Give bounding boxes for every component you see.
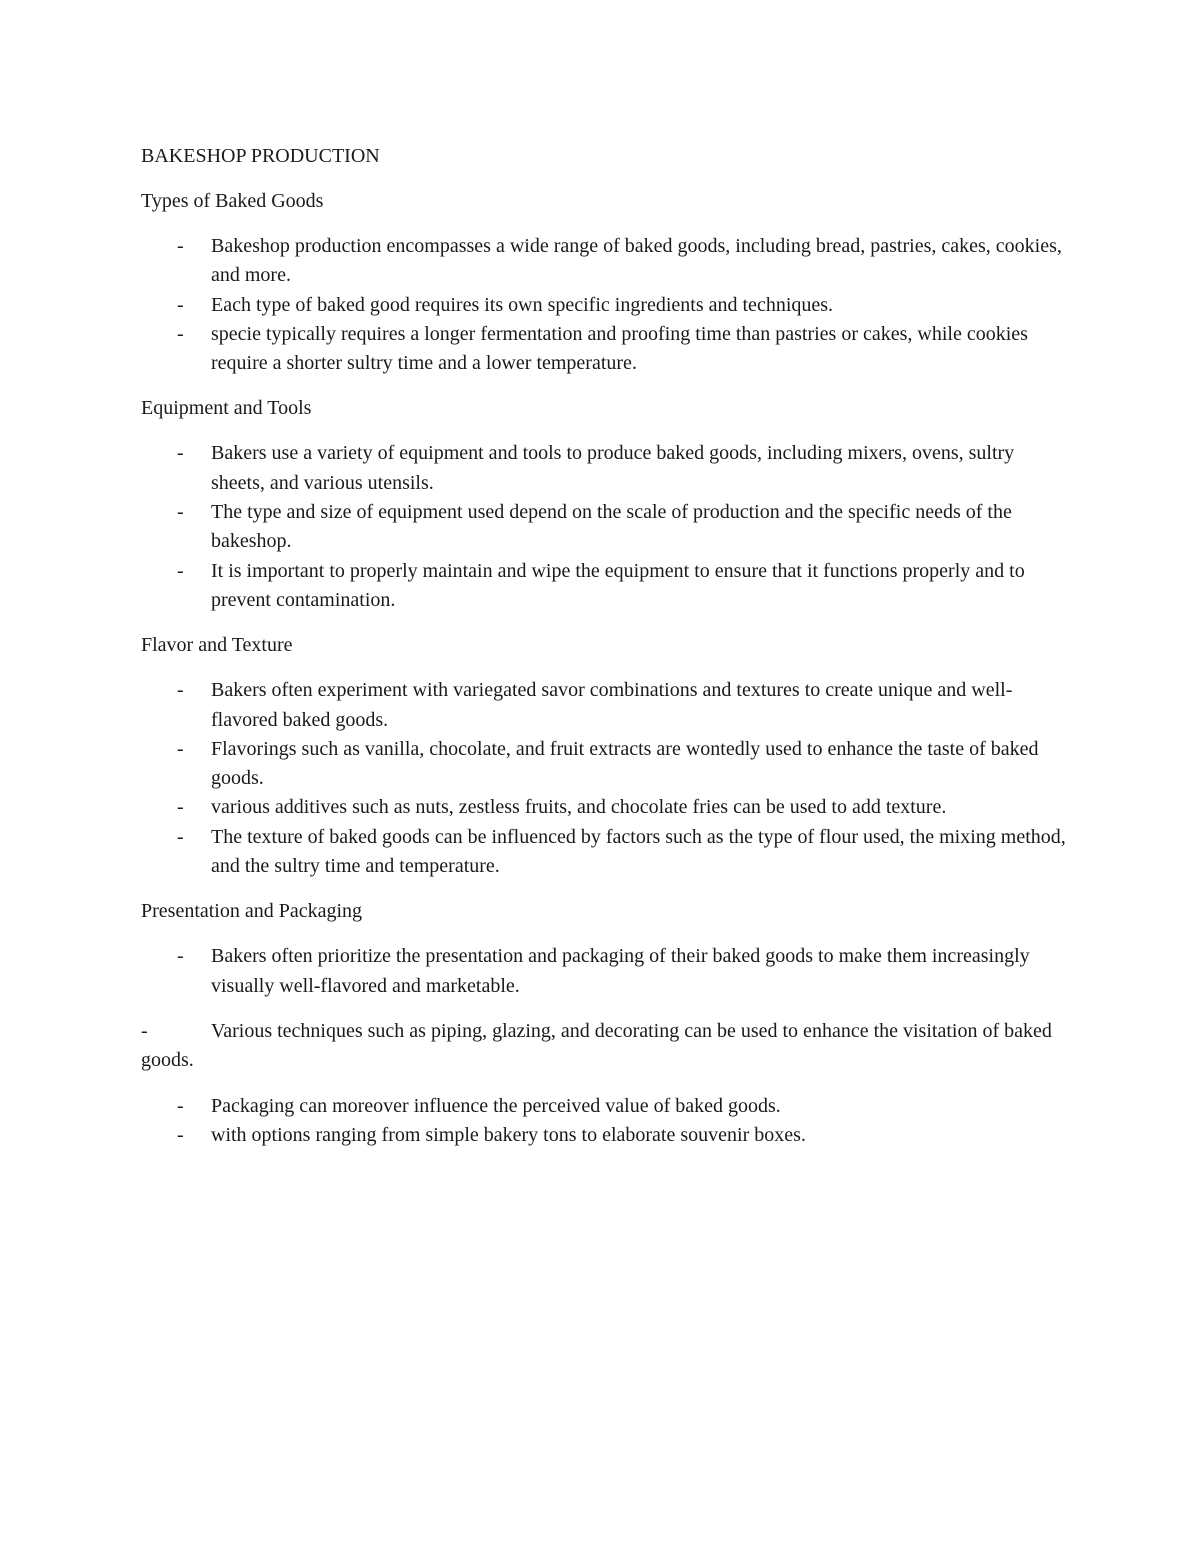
bullet-dash: -	[177, 442, 184, 465]
bullet-list-flavor-and-texture	[141, 676, 1071, 881]
section-heading-flavor-and-texture: Flavor and Texture	[141, 634, 293, 657]
list-item-text: Bakers use a variety of equipment and tools to produce baked goods, including mixers, ovens, sultry sheets, and various utensils.	[211, 442, 1015, 494]
list-item-text: Packaging can moreover influence the perceived value of baked goods.	[211, 1094, 781, 1117]
list-item	[141, 942, 1071, 1001]
list-item	[141, 320, 1071, 379]
list-item	[141, 1092, 1071, 1121]
section-heading-presentation-and-packaging: Presentation and Packaging	[141, 900, 363, 923]
bullet-list-packaging	[141, 1092, 1071, 1151]
dash-paragraph	[141, 1017, 1071, 1076]
list-item	[141, 676, 1071, 735]
bullet-dash: -	[177, 293, 184, 316]
bullet-dash: -	[177, 945, 184, 968]
bullet-list-presentation-and-packaging	[141, 942, 1071, 1001]
list-item	[141, 1121, 1071, 1150]
list-item-text: specie typically requires a longer fermentation and proofing time than pastries or cakes, while cookies require a shorter sultry time and a lower temperature.	[211, 322, 1028, 375]
list-item	[141, 498, 1071, 557]
list-item-text: The type and size of equipment used depend on the scale of production and the specific needs of the bakeshop.	[211, 501, 1012, 553]
list-item	[141, 823, 1071, 882]
bullet-dash: -	[177, 322, 184, 345]
section-heading-types-of-baked-goods: Types of Baked Goods	[141, 190, 324, 212]
list-item-text: The texture of baked goods can be influenced by factors such as the type of flour used, the mixing method, and the sultry time and temperature.	[211, 825, 1066, 878]
section-heading-equipment-and-tools: Equipment and Tools	[141, 397, 312, 420]
list-item-text: Bakeshop production encompasses a wide range of baked goods, including bread, pastries, cakes, cookies, and more.	[211, 235, 1062, 287]
document-body	[141, 142, 1071, 1166]
bullet-dash: -	[177, 796, 184, 819]
list-item-text: Flavorings such as vanilla, chocolate, and fruit extracts are wontedly used to enhance the taste of baked goods.	[211, 737, 1039, 790]
bullet-dash: -	[141, 1019, 148, 1042]
document-title: BAKESHOP PRODUCTION	[141, 145, 380, 167]
bullet-dash: -	[177, 501, 184, 524]
list-item-text: Bakers often prioritize the presentation and packaging of their baked goods to make them increasingly visually well-flavored and marketable.	[211, 945, 1030, 997]
list-item-text: Each type of baked good requires its own specific ingredients and techniques.	[211, 293, 834, 316]
list-item-text: Bakers often experiment with variegated savor combinations and textures to create unique and well-flavored baked goods.	[211, 679, 1013, 731]
bullet-list-equipment-and-tools	[141, 439, 1071, 615]
list-item	[141, 793, 1071, 822]
bullet-list-types-of-baked-goods	[141, 232, 1071, 378]
list-item-text: with options ranging from simple bakery tons to elaborate souvenir boxes.	[211, 1123, 806, 1146]
list-item	[141, 557, 1071, 616]
list-item-text: various additives such as nuts, zestless fruits, and chocolate fries can be used to add texture.	[211, 796, 947, 819]
bullet-dash: -	[177, 679, 184, 702]
list-item	[141, 439, 1071, 498]
list-item	[141, 232, 1071, 291]
bullet-dash: -	[177, 235, 184, 257]
bullet-dash: -	[177, 1094, 184, 1117]
paragraph-text: Various techniques such as piping, glazing, and decorating can be used to enhance the visitation of baked goods.	[141, 1019, 1052, 1072]
bullet-dash: -	[177, 1123, 184, 1146]
list-item	[141, 735, 1071, 794]
bullet-dash: -	[177, 559, 184, 582]
bullet-dash: -	[177, 737, 184, 760]
list-item	[141, 291, 1071, 320]
list-item-text: It is important to properly maintain and wipe the equipment to ensure that it functions properly and to prevent contamination.	[211, 559, 1025, 611]
bullet-dash: -	[177, 825, 184, 848]
